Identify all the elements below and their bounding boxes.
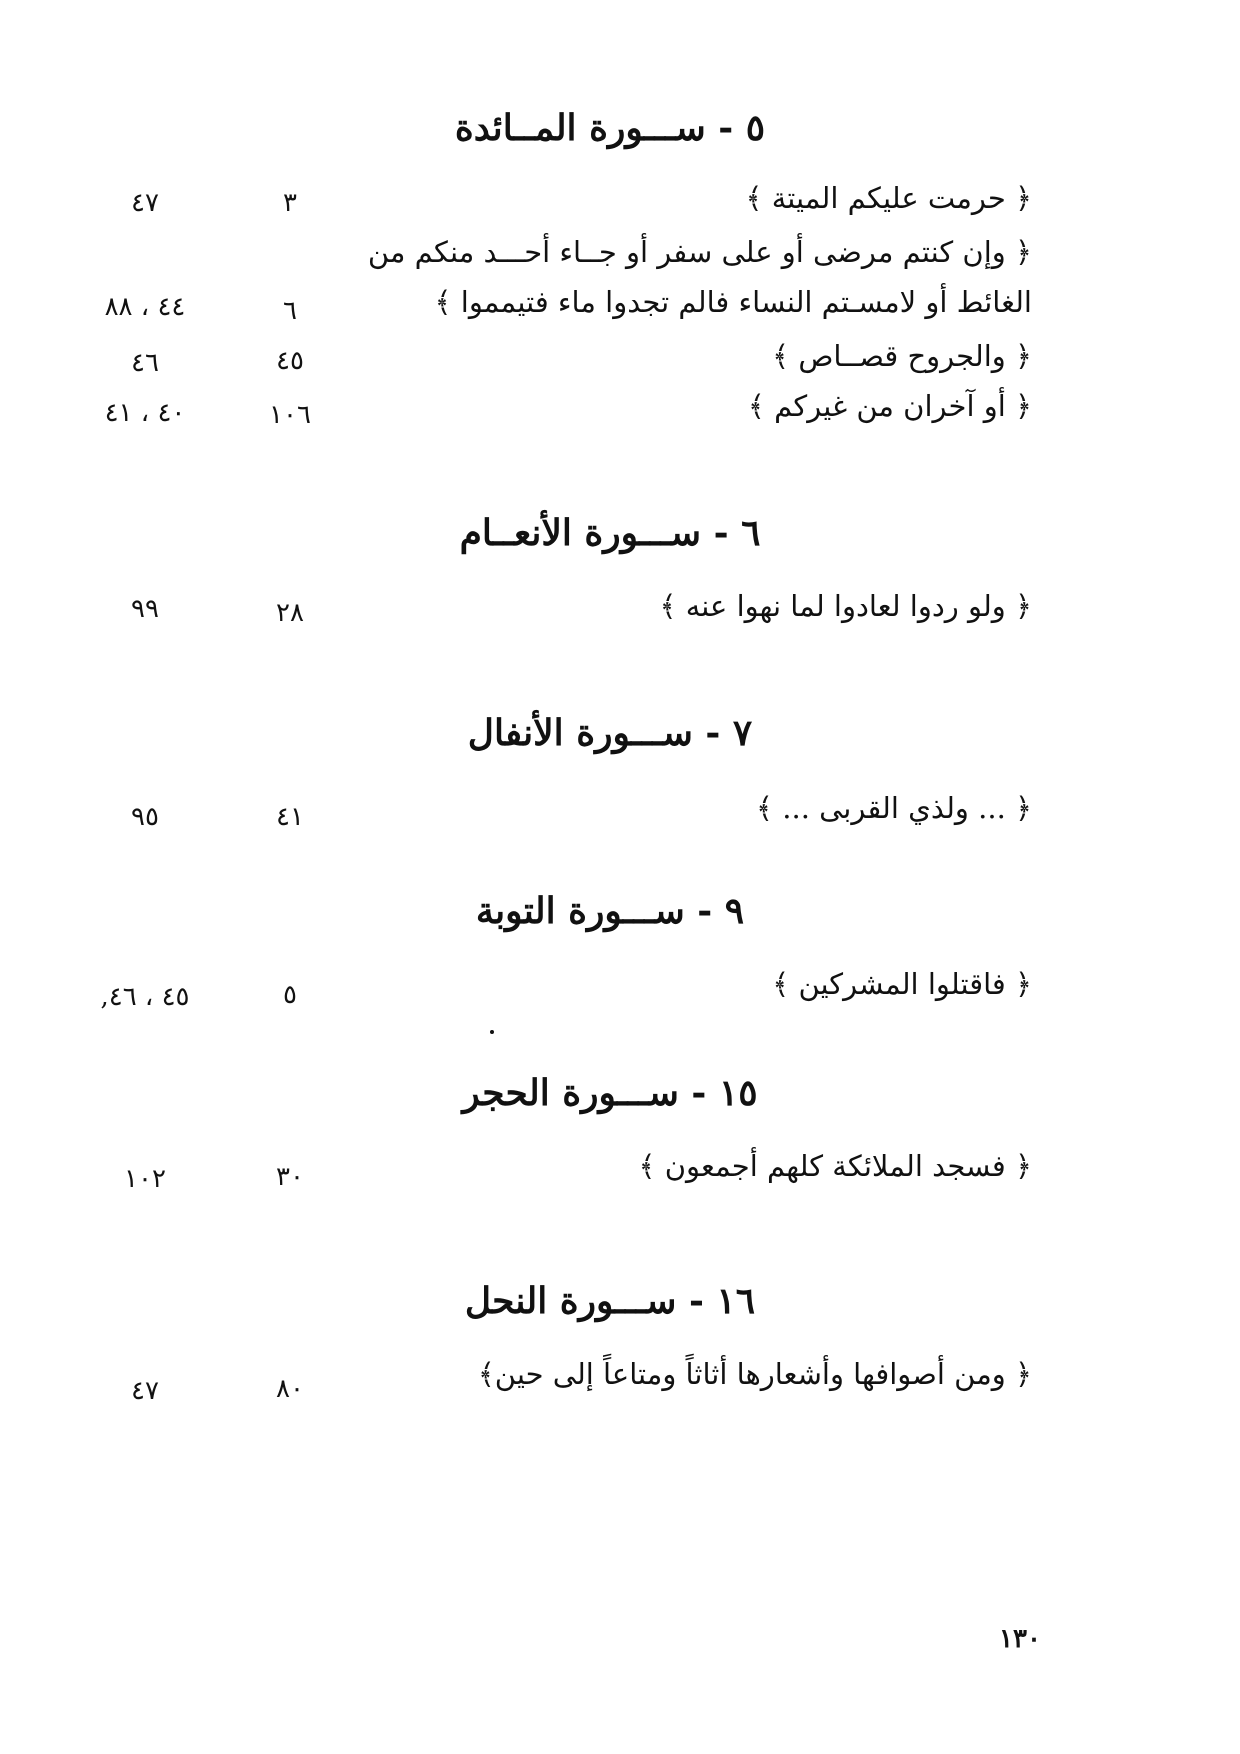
ayah-number: ١٠٦ <box>269 400 311 430</box>
ayah-number: ٢٨ <box>276 598 304 628</box>
index-entry <box>0 1356 1240 1406</box>
section-heading: ١٦ - ســـورة النحل <box>464 1280 756 1322</box>
index-entry <box>0 338 1240 388</box>
page-references: ٩٩ <box>131 594 159 624</box>
page-references: ٤٦ <box>131 348 159 378</box>
index-entry <box>0 588 1240 638</box>
verse-line: ﴿ والجروح قصــاص ﴾ <box>772 339 1032 373</box>
verse-line: ﴿ فاقتلوا المشركين ﴾ <box>772 967 1032 1001</box>
verse-line: ﴿ ... ولذي القربى ... ﴾ <box>756 791 1032 825</box>
verse-text <box>332 1356 1032 1422</box>
stray-mark <box>490 1030 494 1034</box>
verse-line: ﴿ أو آخران من غيركم ﴾ <box>747 389 1032 423</box>
verse-text <box>332 1148 1032 1214</box>
page-references: ٤٧ <box>131 1376 159 1406</box>
index-entry <box>0 966 1240 1016</box>
ayah-number: ٦ <box>283 296 297 326</box>
verse-text <box>332 388 1032 454</box>
section-heading: ٩ - ســـورة التوبة <box>475 890 745 932</box>
ayah-number: ٤١ <box>276 802 304 832</box>
verse-text <box>332 234 1032 334</box>
page-references: ٤٧ <box>131 188 159 218</box>
page-references: ٤٤ ، ٨٨ <box>104 292 186 322</box>
section-heading: ٥ - ســـورة المــائدة <box>454 107 766 149</box>
page-references: ٤٥ ، ٤٦, <box>100 982 190 1012</box>
page-references: ٩٥ <box>131 802 159 832</box>
verse-line: ﴿ ولو ردوا لعادوا لما نهوا عنه ﴾ <box>659 589 1032 623</box>
index-entry <box>0 234 1240 344</box>
section-heading: ٧ - ســـورة الأنفال <box>467 712 753 754</box>
ayah-number: ٣ <box>283 188 297 218</box>
verse-line: ﴿ ومن أصوافها وأشعارها أثاثاً ومتاعاً إلى حين﴾ <box>477 1357 1032 1391</box>
verse-line: ﴿ فسجد الملائكة كلهم أجمعون ﴾ <box>638 1149 1032 1183</box>
index-entry <box>0 388 1240 438</box>
ayah-number: ٥ <box>283 980 297 1010</box>
index-entry <box>0 790 1240 840</box>
ayah-number: ٤٥ <box>276 346 304 376</box>
index-entry <box>0 180 1240 230</box>
verse-text <box>332 588 1032 654</box>
ayah-number: ٣٠ <box>276 1162 304 1192</box>
section-heading: ٦ - ســـورة الأنعــام <box>459 512 761 554</box>
verse-line: الغائط أو لامسـتم النساء فالم تجدوا ماء فتيمموا ﴾ <box>434 285 1032 319</box>
ayah-number: ٨٠ <box>276 1374 304 1404</box>
page-number: ١٣٠ <box>999 1624 1041 1654</box>
page-references: ٤٠ ، ٤١ <box>104 398 186 428</box>
verse-text <box>332 790 1032 856</box>
index-entry <box>0 1148 1240 1198</box>
section-heading: ١٥ - ســـورة الحجر <box>462 1072 758 1114</box>
page-references: ١٠٢ <box>124 1164 166 1194</box>
verse-line: ﴿ حرمت عليكم الميتة ﴾ <box>745 181 1032 215</box>
verse-text <box>332 966 1032 1032</box>
verse-line: ﴿ وإن كنتم مرضى أو على سفر أو جــاء أحـــد منكم من <box>367 235 1032 269</box>
